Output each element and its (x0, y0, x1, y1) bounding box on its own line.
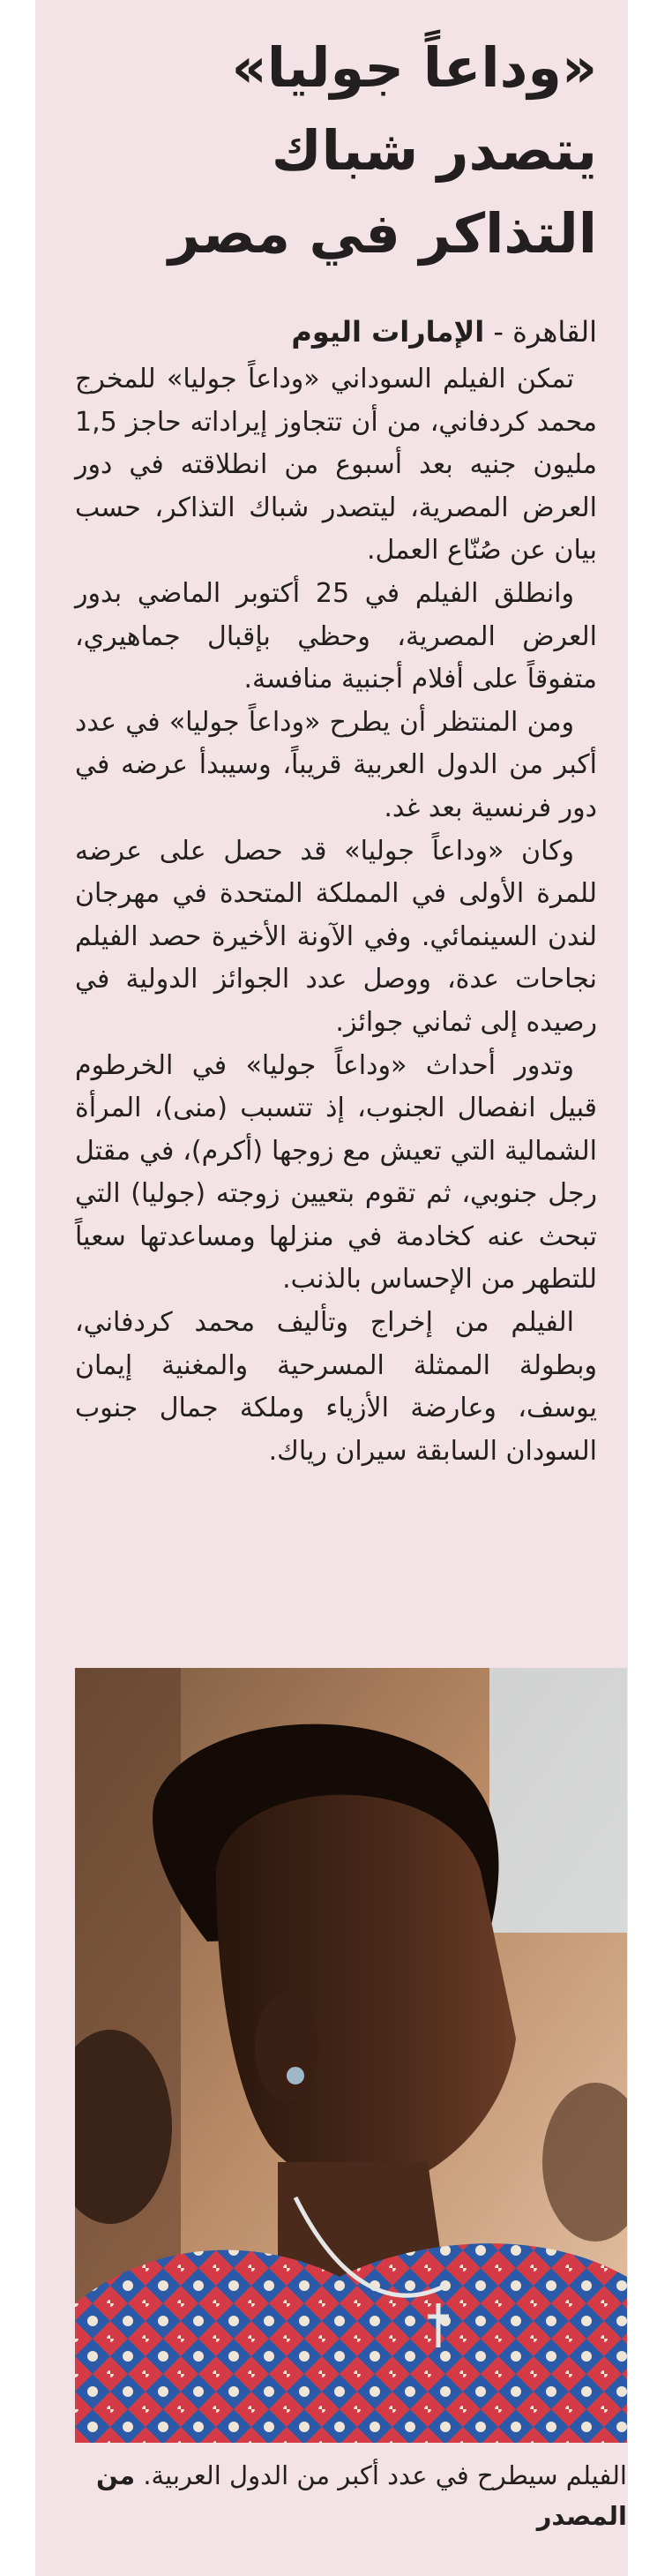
photo-credit: من المصدر (96, 2460, 627, 2531)
paragraph: وتدور أحداث «وداعاً جوليا» في الخرطوم قبيل انفصال الجنوب، إذ تتسبب (منى)، المرأة الشمالية التي تعيش مع زوجها (أكرم)، في مقتل رجل جنوبي، ثم تقوم بتعيين زوجته (جوليا) التي تبحث عنه كخادمة في منزلها ومساعدتها سعياً للتطهر من الإحساس بالذنب. (75, 1049, 597, 1296)
article-panel (35, 0, 628, 2576)
byline-org: الإمارات اليوم (291, 315, 485, 349)
paragraph: وكان «وداعاً جوليا» قد حصل على عرضه للمرة الأولى في المملكة المتحدة في مهرجان لندن السينمائي. وفي الآونة الأخيرة حصد الفيلم نجاحات عدة، ووصل عدد الجوائز الدولية في رصيده إلى ثماني جوائز. (75, 835, 597, 1038)
portrait-photo-icon (75, 1668, 627, 2443)
paragraph: وانطلق الفيلم في 25 أكتوبر الماضي بدور العرض المصرية، وحظي بإقبال جماهيري، متفوقاً على أفلام أجنبية منافسة. (75, 577, 597, 695)
paragraph: ومن المنتظر أن يطرح «وداعاً جوليا» في عدد أكبر من الدول العربية قريباً، وسيبدأ عرضه في دور فرنسية بعد غد. (75, 706, 597, 823)
byline (75, 312, 597, 351)
headline: «وداعاً جوليا» يتصدر شباك التذاكر في مصر (168, 35, 597, 266)
byline-city: القاهرة - (484, 315, 597, 349)
paragraph: الفيلم من إخراج وتأليف محمد كردفاني، وبطولة الممثلة المسرحية والمغنية إيمان يوسف، وعارضة الأزياء وملكة جمال جنوب السودان السابقة سيران رياك. (75, 1307, 597, 1467)
paragraph: تمكن الفيلم السوداني «وداعاً جوليا» للمخرج محمد كردفاني، من أن تتجاوز إيراداته حاجز 1,5 مليون جنيه بعد أسبوع من انطلاقته في دور العرض المصرية، ليتصدر شباك التذاكر، حسب بيان عن صُنّاع العمل. (75, 364, 597, 567)
caption-text: الفيلم سيطرح في عدد أكبر من الدول العربية. (135, 2460, 627, 2490)
article-body (75, 358, 597, 1473)
photo-caption (75, 2455, 627, 2536)
article (75, 26, 597, 1473)
article-photo (75, 1668, 627, 2443)
